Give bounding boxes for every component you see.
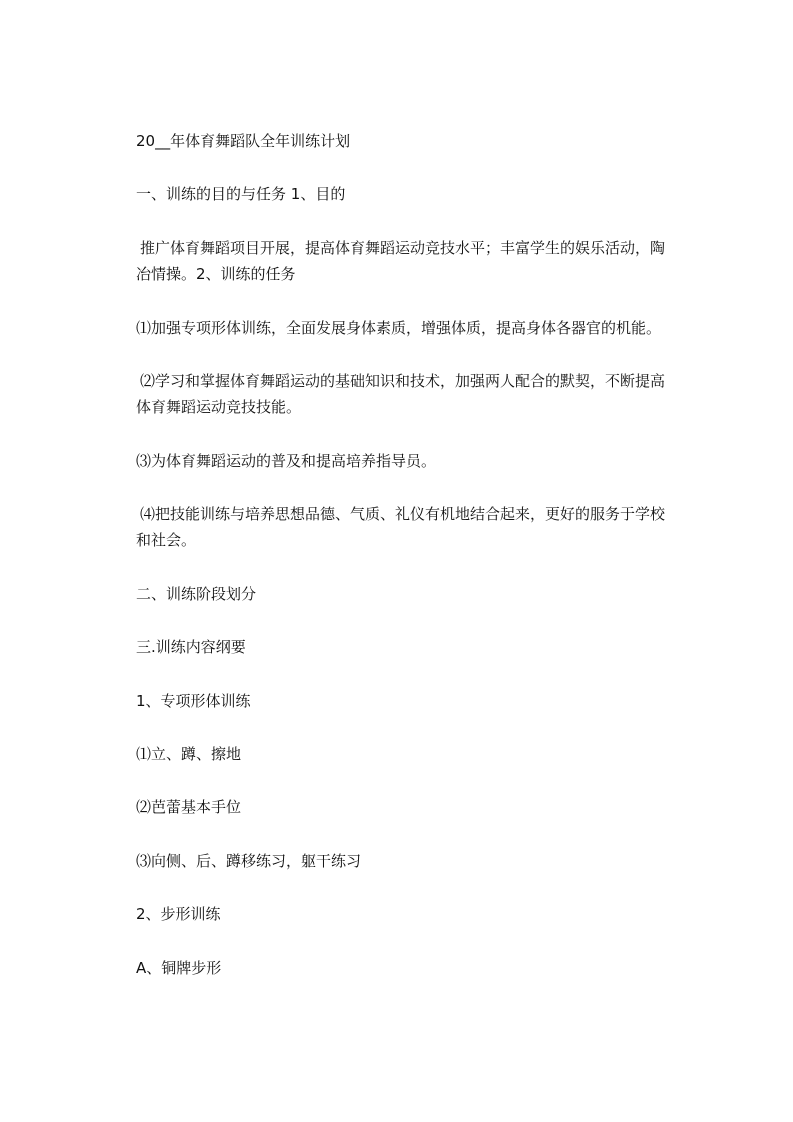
task-item-2 [136, 368, 708, 420]
task-4-line-2: 和社会。 [136, 531, 197, 549]
task-item-1: ⑴加强专项形体训练，全面发展身体素质，增强体质，提高身体各器官的机能。 [136, 319, 662, 337]
purpose-line-1: 推广体育舞蹈项目开展，提高体育舞蹈运动竞技水平；丰富学生的娱乐活动，陶 [140, 239, 666, 257]
task-2-line-1: ⑵学习和掌握体育舞蹈运动的基础知识和技术，加强两人配合的默契，不断提高 [140, 372, 666, 390]
steps-sub-item-a: A、铜牌步形 [136, 959, 222, 977]
task-4-line-1: ⑷把技能训练与培养思想品德、气质、礼仪有机地结合起来，更好的服务于学校 [140, 505, 666, 523]
task-item-3: ⑶为体育舞蹈运动的普及和提高培养指导员。 [136, 452, 437, 470]
purpose-paragraph [136, 235, 708, 287]
posture-sub-item-2: ⑵芭蕾基本手位 [136, 798, 242, 816]
document-title: 20__年体育舞蹈队全年训练计划 [136, 132, 351, 150]
section-heading-content: 三.训练内容纲要 [136, 638, 246, 656]
purpose-line-2: 冶情操。2、训练的任务 [136, 265, 296, 283]
posture-sub-item-3: ⑶向侧、后、蹲移练习，躯干练习 [136, 852, 362, 870]
posture-sub-item-1: ⑴立、蹲、擦地 [136, 745, 242, 763]
task-item-4 [136, 501, 708, 553]
section-heading-goals: 一、训练的目的与任务 1、目的 [136, 185, 346, 203]
item-heading-posture: 1、专项形体训练 [136, 692, 251, 710]
task-2-line-2: 体育舞蹈运动竞技技能。 [136, 398, 302, 416]
item-heading-steps: 2、步形训练 [136, 905, 221, 923]
section-heading-stages: 二、训练阶段划分 [136, 585, 257, 603]
